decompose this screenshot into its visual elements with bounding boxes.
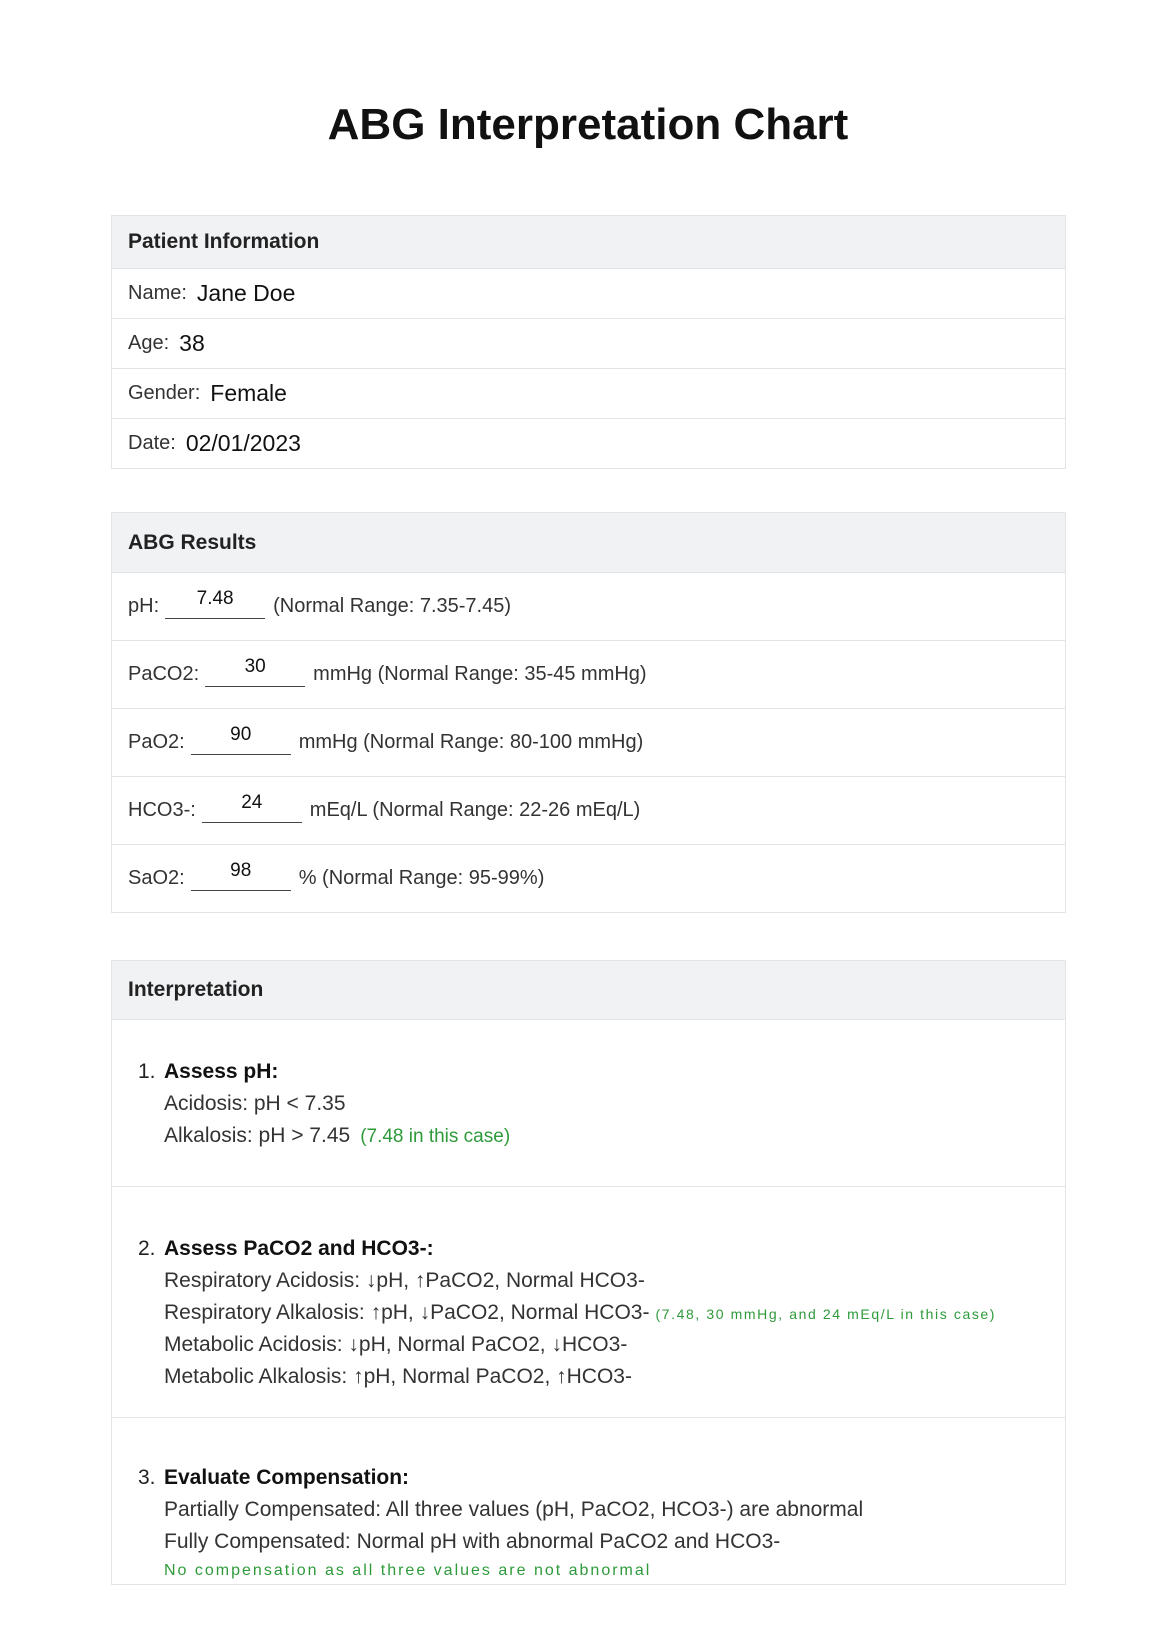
patient-age-row: [112, 318, 1065, 368]
patient-date-label: Date:: [128, 432, 176, 454]
case-note: No compensation as all three values are not abnormal: [164, 1562, 652, 1579]
abg-row-ph: [112, 572, 1065, 640]
step-line: Fully Compensated: Normal pH with abnormal PaCO2 and HCO3-: [164, 1530, 781, 1553]
step-line-text: Respiratory Alkalosis: ↑pH, ↓PaCO2, Normal HCO3-: [164, 1301, 650, 1324]
paco2-field[interactable]: [205, 656, 305, 687]
abg-row-sao2: [112, 844, 1065, 912]
ph-value: 7.48: [196, 588, 234, 609]
patient-gender-label: Gender:: [128, 382, 201, 404]
patient-date-value[interactable]: 02/01/2023: [185, 430, 301, 456]
step-heading: Evaluate Compensation:: [164, 1466, 410, 1489]
pao2-label: PaO2:: [128, 731, 185, 753]
hco3-range: mEq/L (Normal Range: 22-26 mEq/L): [309, 799, 641, 821]
step-line: Partially Compensated: All three values (pH, PaCO2, HCO3-) are abnormal: [164, 1498, 864, 1521]
patient-name-value[interactable]: Jane Doe: [196, 280, 296, 306]
sao2-range: % (Normal Range: 95-99%): [298, 867, 545, 889]
paco2-label: PaCO2:: [128, 663, 200, 685]
step-number: 3.: [138, 1466, 156, 1489]
step-heading: Assess pH:: [164, 1060, 279, 1083]
case-note: (7.48, 30 mmHg, and 24 mEq/L in this case): [655, 1306, 997, 1322]
case-note: (7.48 in this case): [360, 1126, 511, 1147]
abg-results-card: [111, 512, 1066, 913]
step-title: [138, 1056, 1065, 1088]
abg-results-header: ABG Results: [112, 513, 1065, 572]
step-line: Metabolic Acidosis: ↓pH, Normal PaCO2, ↓HCO3-: [164, 1333, 628, 1356]
patient-age-value[interactable]: 38: [179, 330, 205, 356]
ph-label: pH:: [128, 595, 160, 617]
patient-gender-value[interactable]: Female: [210, 380, 287, 406]
page-title: ABG Interpretation Chart: [327, 100, 849, 149]
step-evaluate-compensation: [112, 1417, 1065, 1584]
step-assess-paco2-hco3: [112, 1186, 1065, 1417]
patient-name-row: [112, 268, 1065, 318]
hco3-value: 24: [241, 792, 263, 813]
step-line: Acidosis: pH < 7.35: [164, 1092, 346, 1115]
step-line: [138, 1120, 1065, 1152]
patient-information-card: [111, 215, 1066, 469]
step-number: 1.: [138, 1060, 156, 1083]
step-line: Metabolic Alkalosis: ↑pH, Normal PaCO2, ↑HCO3-: [164, 1365, 632, 1388]
pao2-range: mmHg (Normal Range: 80-100 mmHg): [298, 731, 644, 753]
abg-row-pao2: [112, 708, 1065, 776]
ph-range: (Normal Range: 7.35-7.45): [273, 595, 512, 617]
abg-row-hco3: [112, 776, 1065, 844]
pao2-field[interactable]: [191, 724, 291, 755]
step-line: [138, 1297, 1065, 1329]
ph-field[interactable]: [165, 588, 265, 619]
step-title: [138, 1233, 1065, 1265]
pao2-value: 90: [230, 724, 252, 745]
hco3-label: HCO3-:: [128, 799, 196, 821]
abg-row-paco2: [112, 640, 1065, 708]
patient-age-label: Age:: [128, 332, 170, 354]
sao2-field[interactable]: [191, 860, 291, 891]
patient-information-header: Patient Information: [112, 216, 1065, 268]
hco3-field[interactable]: [202, 792, 302, 823]
patient-gender-row: [112, 368, 1065, 418]
sao2-label: SaO2:: [128, 867, 185, 889]
step-number: 2.: [138, 1237, 156, 1260]
patient-name-label: Name:: [128, 282, 187, 304]
sao2-value: 98: [230, 860, 252, 881]
interpretation-card: [111, 960, 1066, 1585]
step-title: [138, 1462, 1065, 1494]
interpretation-header: Interpretation: [112, 961, 1065, 1019]
patient-date-row: [112, 418, 1065, 468]
step-line-text: Alkalosis: pH > 7.45: [164, 1124, 351, 1147]
paco2-range: mmHg (Normal Range: 35-45 mmHg): [313, 663, 647, 685]
step-line: Respiratory Acidosis: ↓pH, ↑PaCO2, Normal HCO3-: [164, 1269, 645, 1292]
step-assess-ph: [112, 1019, 1065, 1186]
step-heading: Assess PaCO2 and HCO3-:: [164, 1237, 434, 1260]
paco2-value: 30: [244, 656, 266, 677]
